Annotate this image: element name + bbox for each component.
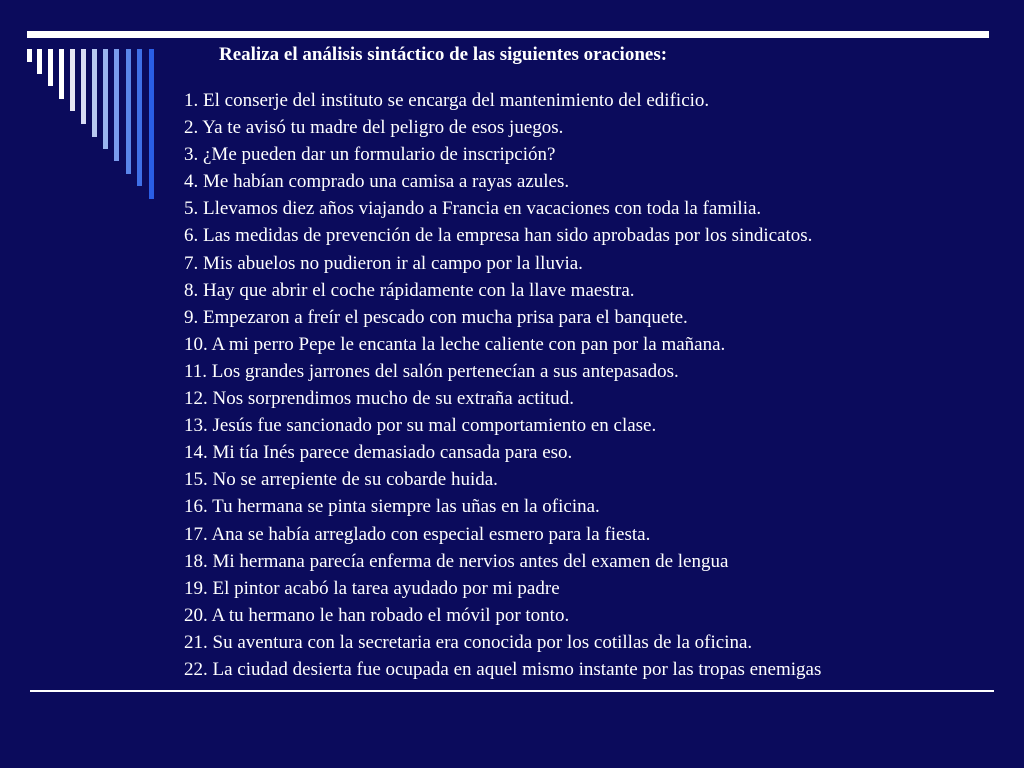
- decorative-stripe: [126, 49, 131, 174]
- sentence-item: 10. A mi perro Pepe le encanta la leche caliente con pan por la mañana.: [184, 333, 726, 355]
- sentence-item: 8. Hay que abrir el coche rápidamente con la llave maestra.: [184, 279, 635, 301]
- sentence-item: 5. Llevamos diez años viajando a Francia en vacaciones con toda la familia.: [184, 198, 762, 220]
- sentence-item: 1. El conserje del instituto se encarga del mantenimiento del edificio.: [184, 90, 710, 111]
- decorative-stripe: [92, 49, 97, 137]
- sentence-item: 14. Mi tía Inés parece demasiado cansada para eso.: [184, 442, 573, 464]
- sentence-item: 6. Las medidas de prevención de la empresa han sido aprobadas por los sindicatos.: [184, 225, 813, 247]
- decorative-stripe: [137, 49, 142, 186]
- decorative-stripe: [59, 49, 64, 99]
- sentence-item: 3. ¿Me pueden dar un formulario de inscripción?: [184, 144, 556, 166]
- decorative-stripe: [114, 49, 119, 161]
- sentence-item: 12. Nos sorprendimos mucho de su extraña actitud.: [184, 388, 574, 410]
- sentence-item: 11. Los grandes jarrones del salón pertenecían a sus antepasados.: [184, 360, 679, 382]
- slide-title: Realiza el análisis sintáctico de las siguientes oraciones:: [219, 44, 668, 65]
- sentence-item: 19. El pintor acabó la tarea ayudado por mi padre: [184, 577, 560, 599]
- sentence-item: 16. Tu hermana se pinta siempre las uñas en la oficina.: [184, 496, 600, 518]
- decorative-stripe: [81, 49, 86, 124]
- decorative-stripe: [27, 49, 32, 62]
- sentence-item: 22. La ciudad desierta fue ocupada en aquel mismo instante por las tropas enemigas: [184, 658, 822, 680]
- decorative-stripe: [48, 49, 53, 86]
- sentence-item: 17. Ana se había arreglado con especial esmero para la fiesta.: [184, 523, 651, 545]
- sentence-item: 15. No se arrepiente de su cobarde huida.: [184, 469, 498, 491]
- decorative-stripe: [149, 49, 154, 199]
- sentence-item: 13. Jesús fue sancionado por su mal comportamiento en clase.: [184, 415, 657, 437]
- sentence-item: 21. Su aventura con la secretaria era conocida por los cotillas de la oficina.: [184, 631, 753, 653]
- bottom-rule: [30, 690, 994, 692]
- sentence-item: 9. Empezaron a freír el pescado con mucha prisa para el banquete.: [184, 306, 688, 328]
- sentence-item: 18. Mi hermana parecía enferma de nervios antes del examen de lengua: [184, 550, 729, 572]
- sentence-item: 4. Me habían comprado una camisa a rayas azules.: [184, 171, 570, 193]
- sentence-item: 7. Mis abuelos no pudieron ir al campo por la lluvia.: [184, 252, 583, 274]
- decorative-stripe: [103, 49, 108, 149]
- decorative-stripes: [0, 0, 180, 220]
- decorative-stripe: [70, 49, 75, 111]
- sentence-item: 2. Ya te avisó tu madre del peligro de esos juegos.: [184, 117, 564, 139]
- sentence-list: [184, 87, 821, 683]
- decorative-stripe: [37, 49, 42, 74]
- sentence-item: 20. A tu hermano le han robado el móvil por tonto.: [184, 604, 570, 626]
